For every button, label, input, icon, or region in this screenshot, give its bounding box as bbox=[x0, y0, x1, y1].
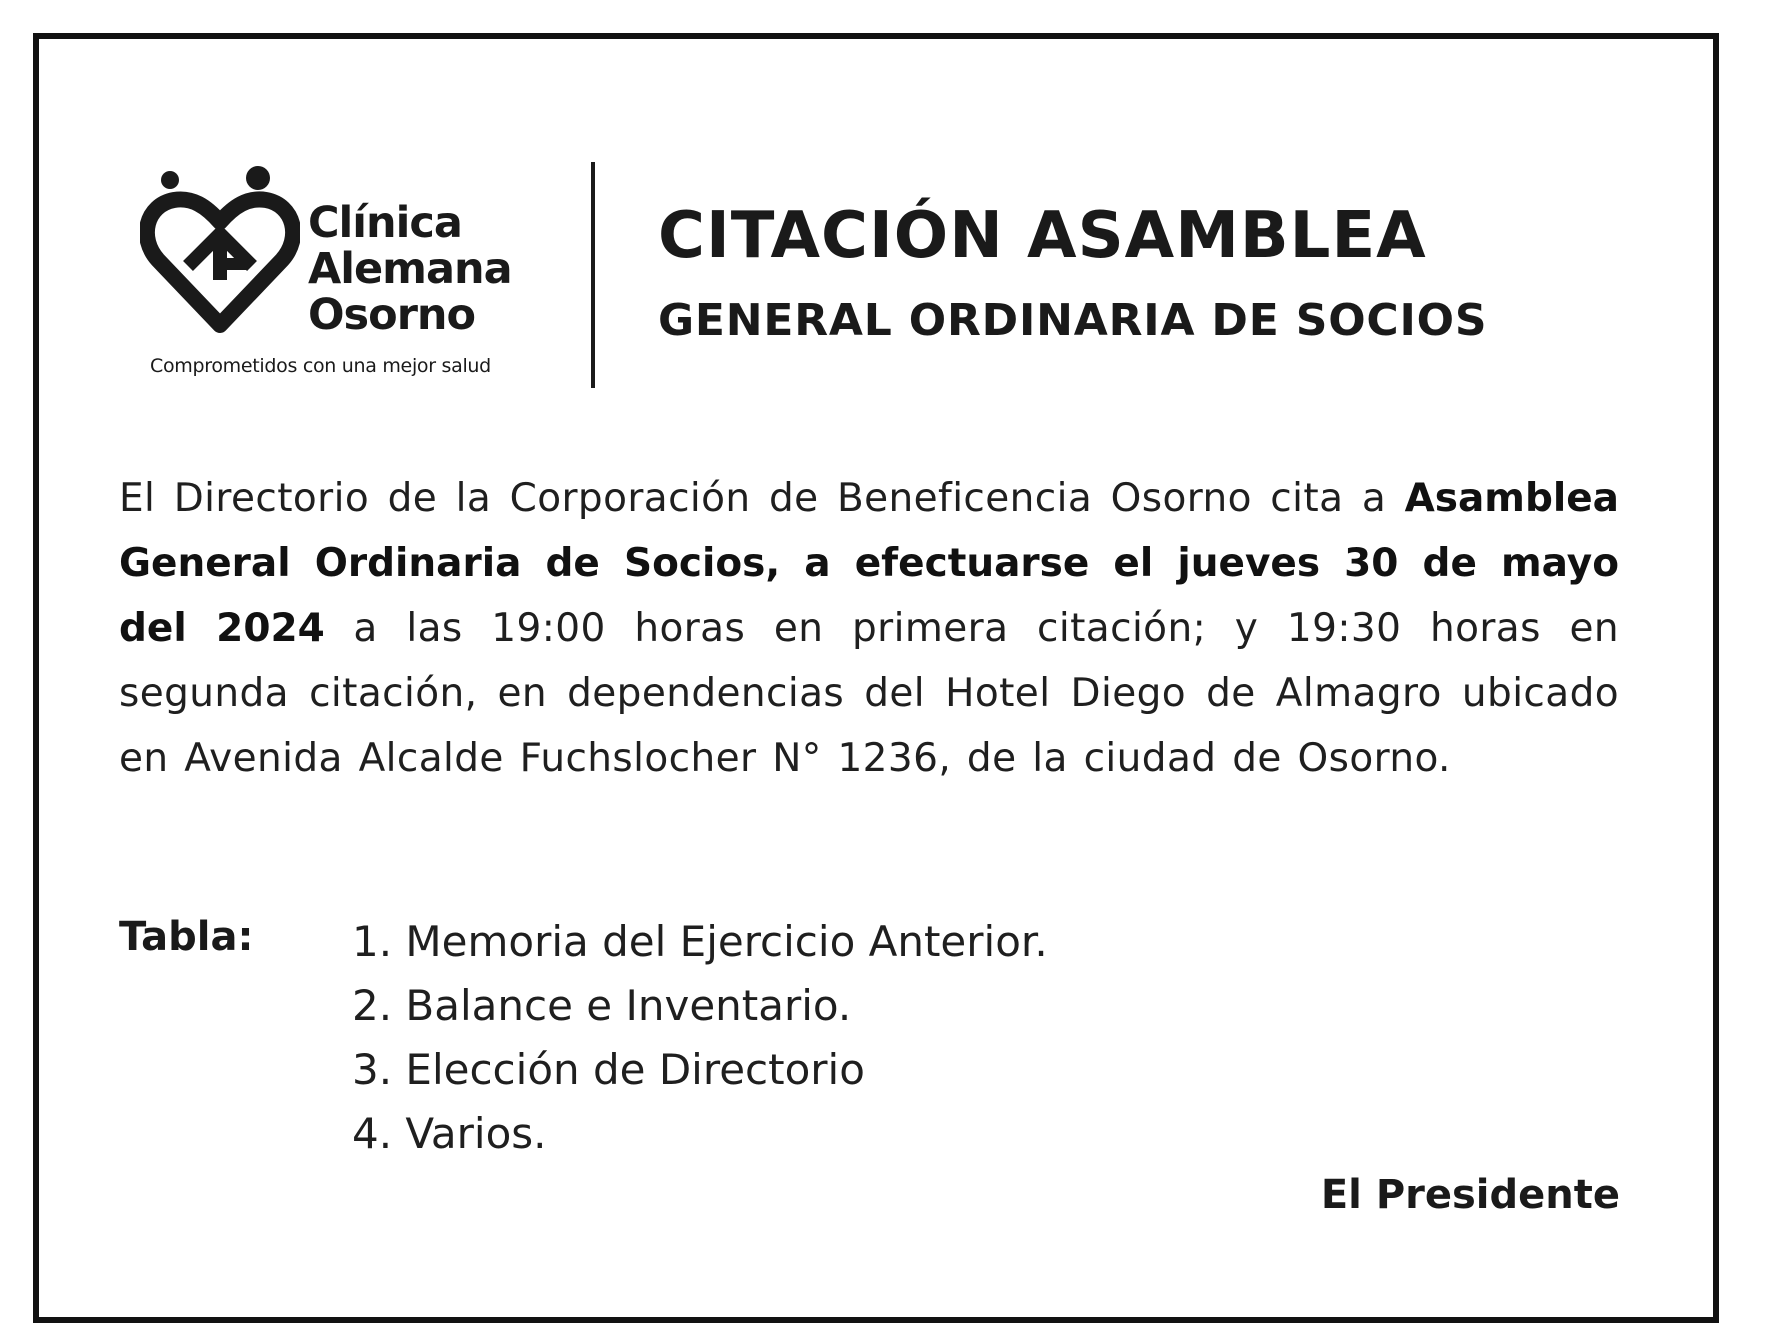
clinic-name-line3: Osorno bbox=[308, 290, 476, 340]
agenda-label: Tabla: bbox=[119, 914, 254, 960]
body-bold-part: Asamblea General Ordinaria de Socios, a efectuarse el jueves 30 de mayo del 2024 bbox=[119, 476, 1619, 651]
clinic-name-line2: Alemana bbox=[308, 244, 512, 294]
notice-subtitle: GENERAL ORDINARIA DE SOCIOS bbox=[658, 295, 1488, 346]
clinic-name-line1: Clínica bbox=[308, 198, 462, 248]
agenda-item: 4. Varios. bbox=[352, 1109, 547, 1158]
clinic-tagline: Comprometidos con una mejor salud bbox=[150, 355, 491, 377]
signature: El Presidente bbox=[1320, 1172, 1620, 1218]
header-divider bbox=[591, 162, 595, 388]
body-intro: El Directorio de la Corporación de Beneficencia Osorno cita a bbox=[119, 476, 1405, 521]
heart-logo-icon bbox=[140, 160, 300, 350]
notice-body bbox=[119, 466, 1619, 791]
agenda-item: 1. Memoria del Ejercicio Anterior. bbox=[352, 917, 1048, 966]
body-rest: a las 19:00 horas en primera citación; y 19:30 horas en segunda citación, en dependencias del Hotel Diego de Almagro ubicado en Avenida Alcalde Fuchslocher N° 1236, de la ciudad de Osorno. bbox=[119, 606, 1619, 781]
notice-title: CITACIÓN ASAMBLEA bbox=[658, 199, 1427, 273]
agenda-item: 3. Elección de Directorio bbox=[352, 1045, 865, 1094]
agenda-item: 2. Balance e Inventario. bbox=[352, 981, 852, 1030]
agenda-list bbox=[352, 910, 1048, 1166]
clinic-logo bbox=[140, 160, 540, 390]
clinic-name bbox=[308, 200, 512, 338]
